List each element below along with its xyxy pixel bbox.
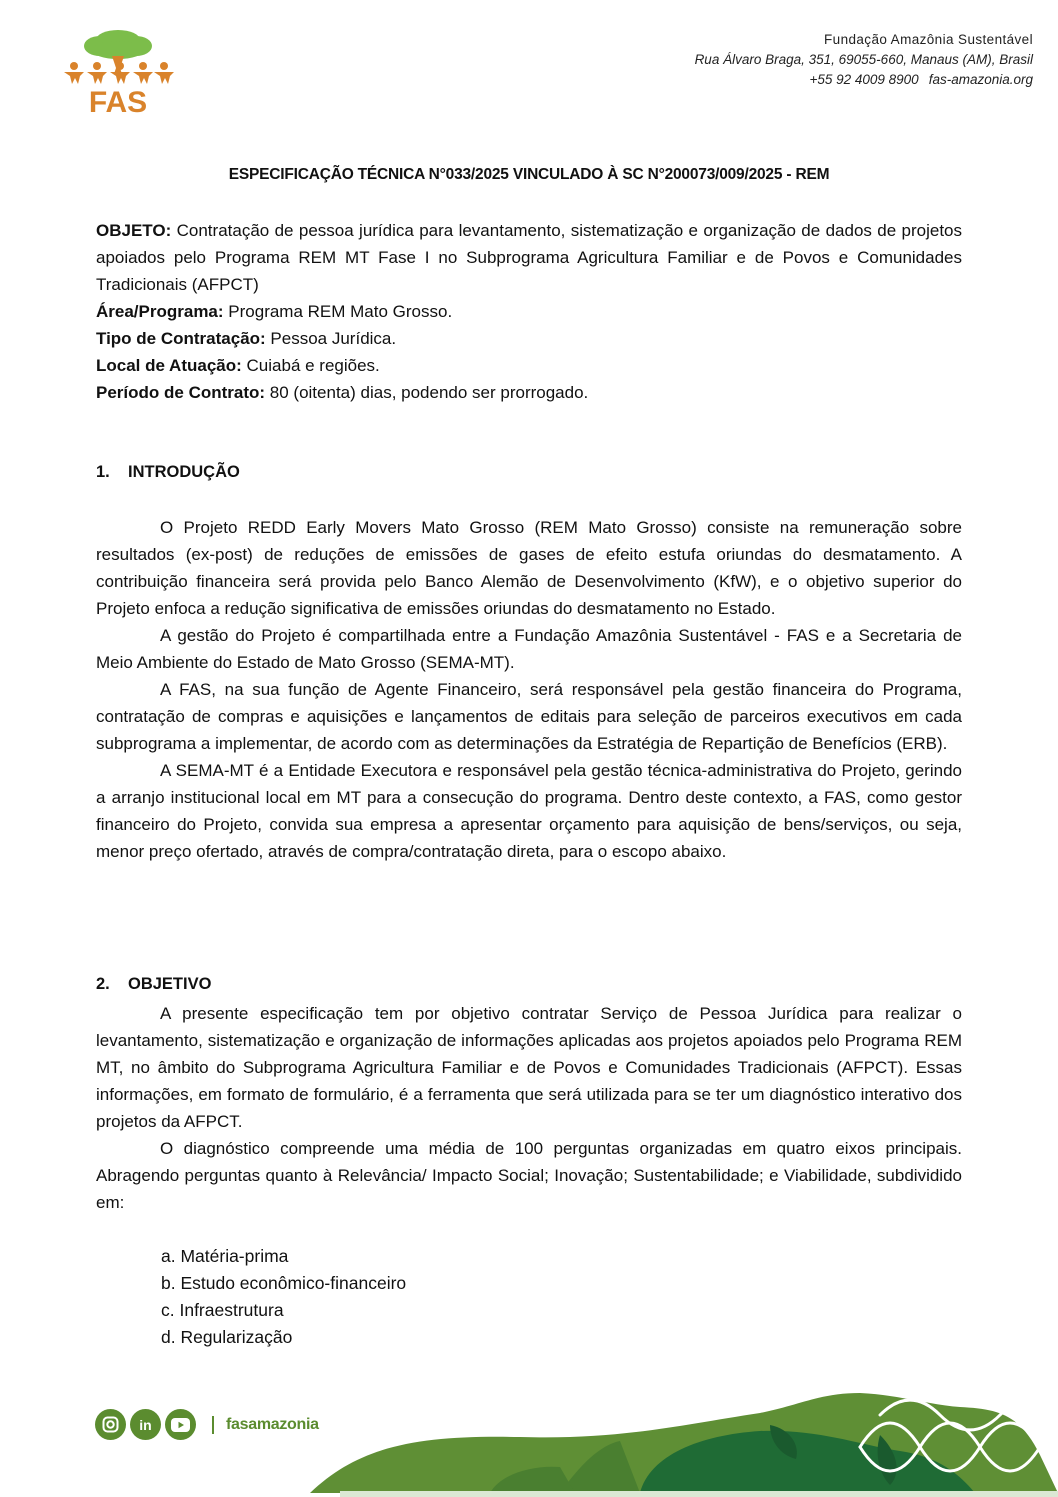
meta-tipo [96, 325, 962, 352]
meta-value: Cuiabá e regiões. [241, 356, 380, 375]
meta-label: Tipo de Contratação: [96, 329, 266, 348]
meta-periodo [96, 379, 962, 406]
objeto-paragraph [96, 217, 962, 298]
meta-value: 80 (oitenta) dias, podendo ser prorrogado. [265, 383, 589, 402]
organization-header [695, 30, 1033, 90]
list-item: b. Estudo econômico-financeiro [161, 1273, 407, 1293]
meta-value: Programa REM Mato Grosso. [223, 302, 453, 321]
org-contact [695, 70, 1033, 90]
objeto-label: OBJETO: [96, 221, 172, 240]
section-body-introducao [96, 514, 962, 865]
meta-label: Período de Contrato: [96, 383, 266, 402]
section-number: 1. [96, 463, 110, 481]
meta-value: Pessoa Jurídica. [265, 329, 397, 348]
paragraph: A SEMA-MT é a Entidade Executora e responsável pela gestão técnica-administrativa do Projeto, gerindo a arranjo institucional local em MT para a consecução do programa. Dentro deste contexto, a FAS, como gestor financeiro do Projeto, convida sua empresa a apresentar orçamento para aquisição de bens/serviços, ou seja, menor preço ofertado, através de compra/contratação direta, para o escopo abaixo. [96, 761, 962, 861]
subdivision-list [161, 1243, 406, 1351]
social-handle[interactable]: fasamazonia [226, 1415, 319, 1433]
linkedin-icon[interactable]: in [130, 1409, 161, 1440]
section-heading-objetivo [96, 975, 211, 994]
paragraph: A FAS, na sua função de Agente Financeiro, será responsável pela gestão financeira do Programa, contratação de compras e aquisições e lançamentos de editais para seleção de parceiros executivos em cada subprograma a implementar, de acordo com as determinações da Estratégia de Repartição de Benefícios (ERB). [96, 680, 962, 753]
section-number: 2. [96, 975, 110, 993]
contract-meta [96, 298, 962, 406]
meta-area [96, 298, 962, 325]
section-title: OBJETIVO [128, 975, 212, 993]
objeto-text: Contratação de pessoa jurídica para levantamento, sistematização e organização de dados de projetos apoiados pelo Programa REM MT Fase I no Subprograma Agricultura Familiar e de Povos e Comunidades Tradicionais (AFPCT) [96, 221, 962, 294]
meta-label: Área/Programa: [96, 302, 224, 321]
list-item: a. Matéria-prima [161, 1246, 289, 1266]
fas-logo-icon [60, 26, 176, 116]
list-item: d. Regularização [161, 1327, 293, 1347]
org-name: Fundação Amazônia Sustentável [824, 32, 1033, 47]
meta-label: Local de Atuação: [96, 356, 242, 375]
divider [212, 1416, 214, 1434]
social-links [95, 1409, 319, 1440]
instagram-icon[interactable] [95, 1409, 126, 1440]
meta-local [96, 352, 962, 379]
section-body-objetivo [96, 1000, 962, 1216]
paragraph: O diagnóstico compreende uma média de 100 perguntas organizadas em quatro eixos principais. Abragendo perguntas quanto à Relevância/ Impacto Social; Inovação; Sustentabilidade; e Viabilidade, subdividido em: [96, 1139, 962, 1212]
footer-decoration [0, 1385, 1058, 1497]
paragraph: O Projeto REDD Early Movers Mato Grosso (REM Mato Grosso) consiste na remuneração sobre resultados (ex-post) de reduções de emissões de gases de efeito estufa oriundas do desmatamento. A contribuição financeira será provida pelo Banco Alemão de Desenvolvimento (KfW), e o objetivo superior do Projeto enfoca a redução significativa de emissões oriundas do desmatamento no Estado. [96, 518, 962, 618]
svg-text:FAS: FAS [88, 86, 148, 116]
youtube-icon[interactable] [165, 1409, 196, 1440]
org-address: Rua Álvaro Braga, 351, 69055-660, Manaus (AM), Brasil [694, 52, 1033, 67]
section-title: INTRODUÇÃO [128, 463, 240, 481]
green-hills-decoration-icon [0, 1385, 1058, 1497]
document-title: ESPECIFICAÇÃO TÉCNICA N°033/2025 VINCULADO À SC N°200073/009/2025 - REM [228, 166, 830, 183]
org-phone: +55 92 4009 8900 [809, 72, 919, 87]
paragraph: A gestão do Projeto é compartilhada entre a Fundação Amazônia Sustentável - FAS e a Secretaria de Meio Ambiente do Estado de Mato Grosso (SEMA-MT). [96, 626, 962, 672]
section-heading-introducao [96, 463, 240, 482]
paragraph: A presente especificação tem por objetivo contratar Serviço de Pessoa Jurídica para realizar o levantamento, sistematização e organização de informações aplicadas aos projetos apoiados pelo Programa REM MT, no âmbito do Subprograma Agricultura Familiar e de Povos e Comunidades Tradicionais (AFPCT). Essas informações, em formato de formulário, é a ferramenta que será utilizada para se ter um diagnóstico interativo dos projetos da AFPCT. [96, 1004, 962, 1131]
list-item: c. Infraestrutura [161, 1300, 284, 1320]
org-website[interactable]: fas-amazonia.org [928, 72, 1033, 87]
fas-logo [60, 26, 176, 116]
